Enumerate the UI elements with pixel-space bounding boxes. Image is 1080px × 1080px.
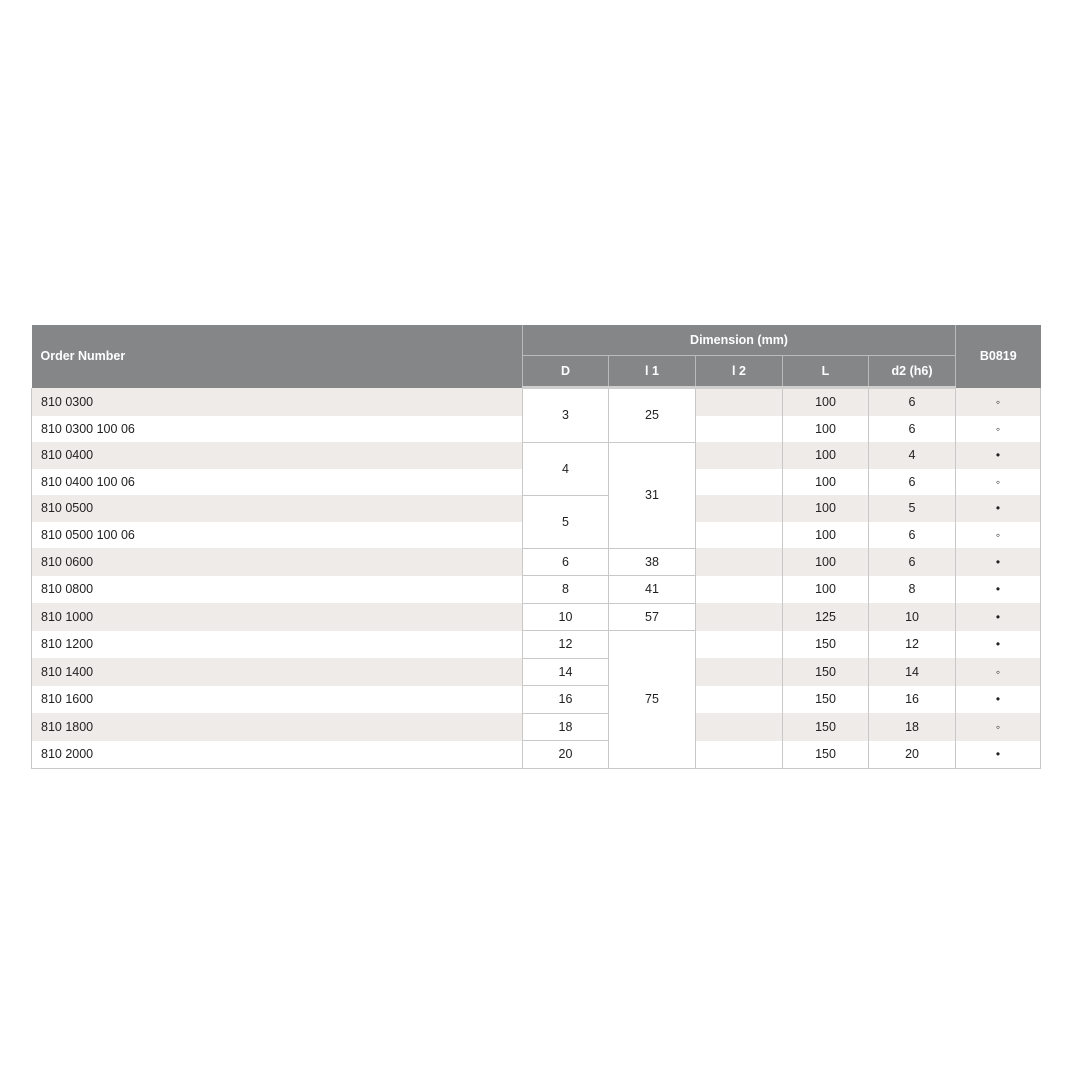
table-row	[32, 631, 1041, 659]
l2-cell	[696, 576, 783, 604]
order-number-cell: 810 1600	[32, 686, 523, 714]
d2-cell: 6	[869, 388, 956, 416]
l-cell: 100	[783, 522, 869, 549]
l2-cell	[696, 495, 783, 522]
d-cell: 12	[523, 631, 609, 659]
l-cell: 100	[783, 576, 869, 604]
availability-mark: •	[956, 576, 1041, 604]
l2-cell	[696, 741, 783, 769]
d2-cell: 20	[869, 741, 956, 769]
order-number-cell: 810 1800	[32, 713, 523, 741]
availability-mark: ◦	[956, 388, 1041, 416]
col-header-d2: d2 (h6)	[869, 356, 956, 388]
l2-cell	[696, 522, 783, 549]
availability-mark: •	[956, 686, 1041, 714]
availability-mark: •	[956, 631, 1041, 659]
d-cell: 16	[523, 686, 609, 714]
l-cell: 150	[783, 741, 869, 769]
l1-cell: 41	[609, 576, 696, 604]
l-cell: 100	[783, 495, 869, 522]
b0819-header: B0819	[956, 325, 1041, 388]
d-cell: 6	[523, 548, 609, 576]
l2-cell	[696, 388, 783, 416]
l-cell: 100	[783, 469, 869, 496]
l-cell: 100	[783, 548, 869, 576]
order-number-cell: 810 0400	[32, 442, 523, 469]
d-cell: 10	[523, 603, 609, 631]
l2-cell	[696, 658, 783, 686]
l-cell: 100	[783, 416, 869, 443]
availability-mark: ◦	[956, 713, 1041, 741]
d2-cell: 6	[869, 416, 956, 443]
l2-cell	[696, 548, 783, 576]
table-row	[32, 442, 1041, 469]
dimension-table	[31, 325, 1041, 769]
availability-mark: •	[956, 548, 1041, 576]
availability-mark: •	[956, 603, 1041, 631]
d2-cell: 18	[869, 713, 956, 741]
availability-mark: •	[956, 741, 1041, 769]
d-cell: 5	[523, 495, 609, 548]
l2-cell	[696, 686, 783, 714]
d2-cell: 12	[869, 631, 956, 659]
table-row	[32, 495, 1041, 522]
l1-cell: 25	[609, 388, 696, 443]
order-number-cell: 810 1400	[32, 658, 523, 686]
l1-cell: 31	[609, 442, 696, 548]
col-header-l2: l 2	[696, 356, 783, 388]
l-cell: 150	[783, 686, 869, 714]
l-cell: 150	[783, 658, 869, 686]
l2-cell	[696, 631, 783, 659]
availability-mark: •	[956, 442, 1041, 469]
order-number-cell: 810 2000	[32, 741, 523, 769]
availability-mark: ◦	[956, 658, 1041, 686]
l-cell: 100	[783, 388, 869, 416]
table-row	[32, 658, 1041, 686]
l2-cell	[696, 416, 783, 443]
d-cell: 3	[523, 388, 609, 443]
l2-cell	[696, 713, 783, 741]
order-number-cell: 810 0300 100 06	[32, 416, 523, 443]
d-cell: 8	[523, 576, 609, 604]
order-number-cell: 810 0500 100 06	[32, 522, 523, 549]
l-cell: 150	[783, 713, 869, 741]
table-row	[32, 686, 1041, 714]
table-row	[32, 388, 1041, 416]
availability-mark: ◦	[956, 522, 1041, 549]
l-cell: 125	[783, 603, 869, 631]
table-row	[32, 603, 1041, 631]
d-cell: 14	[523, 658, 609, 686]
dimension-group-header: Dimension (mm)	[523, 325, 956, 356]
d-cell: 4	[523, 442, 609, 495]
availability-mark: •	[956, 495, 1041, 522]
order-number-cell: 810 0500	[32, 495, 523, 522]
availability-mark: ◦	[956, 416, 1041, 443]
order-number-cell: 810 0600	[32, 548, 523, 576]
col-header-l1: l 1	[609, 356, 696, 388]
d2-cell: 14	[869, 658, 956, 686]
table-row	[32, 741, 1041, 769]
order-number-cell: 810 0300	[32, 388, 523, 416]
table-row	[32, 576, 1041, 604]
l1-cell: 38	[609, 548, 696, 576]
l2-cell	[696, 442, 783, 469]
table-row	[32, 713, 1041, 741]
d2-cell: 8	[869, 576, 956, 604]
l-cell: 100	[783, 442, 869, 469]
d2-cell: 10	[869, 603, 956, 631]
l-cell: 150	[783, 631, 869, 659]
d2-cell: 4	[869, 442, 956, 469]
col-header-d: D	[523, 356, 609, 388]
d2-cell: 6	[869, 548, 956, 576]
d-cell: 18	[523, 713, 609, 741]
l2-cell	[696, 469, 783, 496]
d-cell: 20	[523, 741, 609, 769]
availability-mark: ◦	[956, 469, 1041, 496]
d2-cell: 16	[869, 686, 956, 714]
order-number-cell: 810 1200	[32, 631, 523, 659]
order-number-cell: 810 0800	[32, 576, 523, 604]
d2-cell: 6	[869, 522, 956, 549]
table-row	[32, 548, 1041, 576]
d2-cell: 5	[869, 495, 956, 522]
order-number-cell: 810 1000	[32, 603, 523, 631]
d2-cell: 6	[869, 469, 956, 496]
order-number-cell: 810 0400 100 06	[32, 469, 523, 496]
l1-cell: 57	[609, 603, 696, 631]
l1-cell: 75	[609, 631, 696, 769]
l2-cell	[696, 603, 783, 631]
col-header-l: L	[783, 356, 869, 388]
order-number-header: Order Number	[32, 325, 523, 388]
